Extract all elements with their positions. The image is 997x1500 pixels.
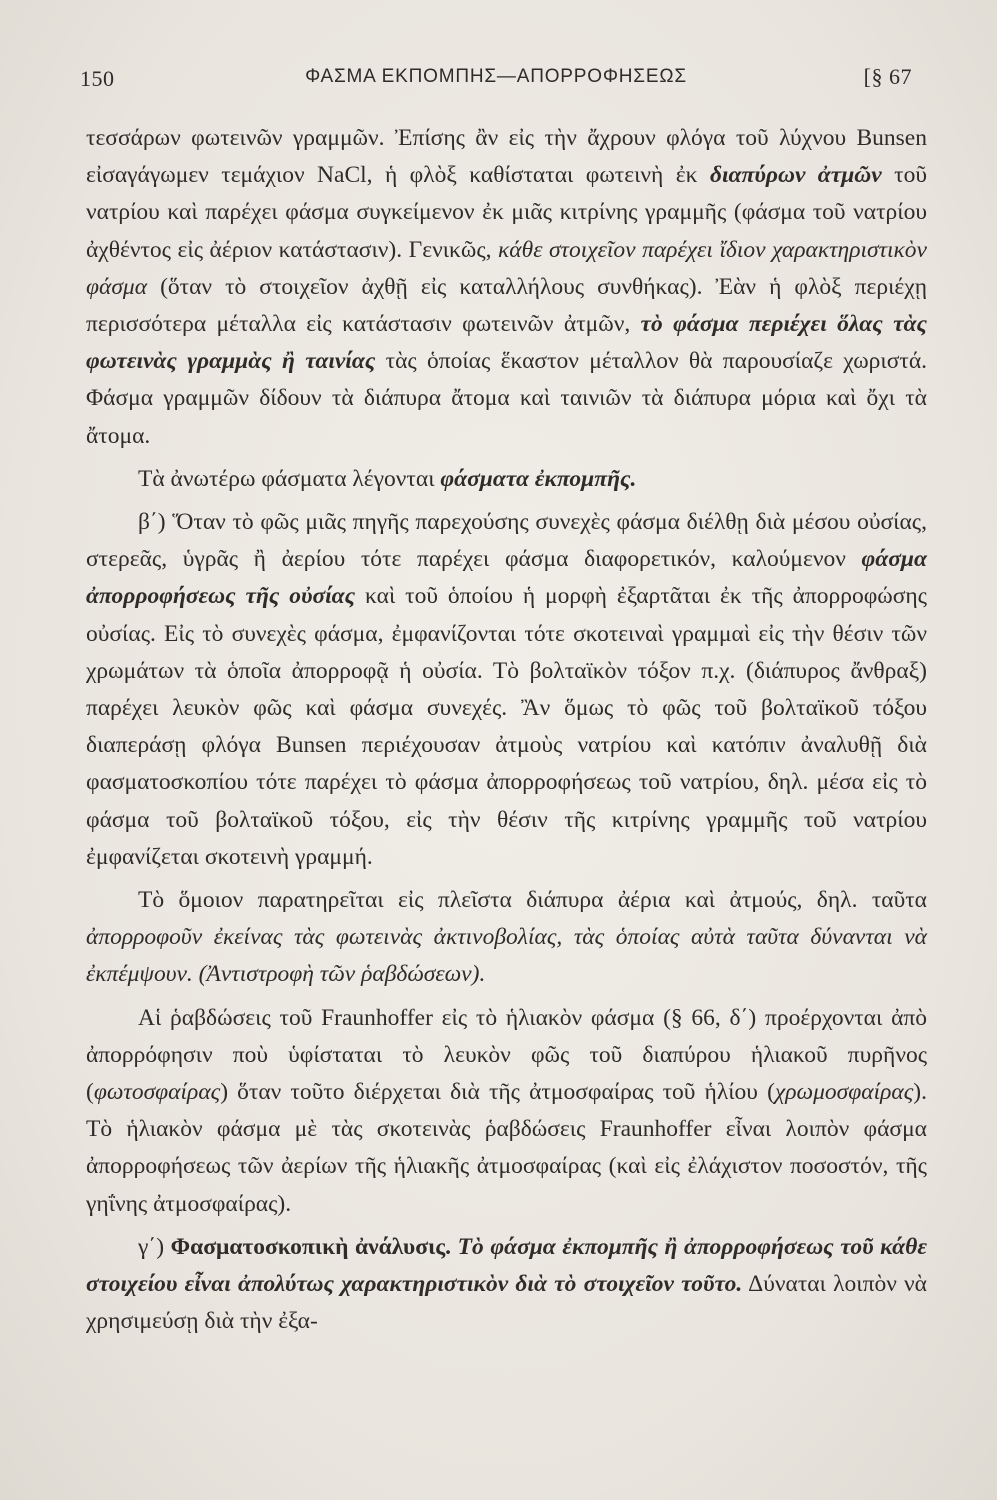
term-emission-spectra: φάσματα ἐκπομπῆς. bbox=[440, 465, 637, 492]
term-absorption-spectrum: φάσμα ἀπορροφήσεως τῆς οὐσίας bbox=[86, 546, 927, 610]
paragraph-reversal: Τὸ ὅμοιον παρατηρεῖται εἰς πλεῖστα διάπυρα ἀέρια καὶ ἀτμούς, δηλ. ταῦτα ἀπορροφοῦν ἐκείνας τὰς φωτεινὰς ἀκτινοβολίας, τὰς ὁποίας αὐτὰ ταῦτα δύνανται νὰ ἐκπέμψουν. (Ἀντιστροφὴ τῶν ῥαβδώσεων). bbox=[86, 887, 927, 988]
running-title: ΦΑΣΜΑ ΕΚΠΟΜΠΗΣ—ΑΠΟΡΡΟΦΗΣΕΩΣ bbox=[305, 66, 687, 87]
paragraph-spectroscopic-analysis: γ΄) Φασματοσκοπικὴ ἀνάλυσις. Τὸ φάσμα ἐκπομπῆς ἢ ἀπορροφήσεως τοῦ κάθε στοιχείου εἶναι ἀπολύτως χαρακτηριστικὸν διὰ τὸ στοιχεῖον τοῦτο. Δύναται λοιπὸν νὰ χρησιμεύσῃ διὰ τὴν ἐξα- bbox=[86, 1233, 928, 1335]
page-number: 150 bbox=[80, 66, 115, 91]
term-chromosphere: χρωμοσφαίρας bbox=[774, 1079, 914, 1106]
emphasis-characteristic-spectrum: κάθε στοιχεῖον παρέχει ἴδιον χαρακτηριστικὸν φάσμα bbox=[86, 236, 927, 300]
page-header bbox=[80, 60, 912, 100]
paragraph-fraunhoffer: Αἱ ῥαβδώσεις τοῦ Fraunhoffer εἰς τὸ ἡλιακὸν φάσμα (§ 66, δ΄) προέρχονται ἀπὸ ἀπορρόφησιν ποὺ ὑφίσταται τὸ λευκὸν φῶς τοῦ διαπύρου ἡλιακοῦ πυρῆνος (φωτοσφαίρας) ὅταν τοῦτο διέρχεται διὰ τῆς ἀτμοσφαίρας τοῦ ἡλίου (χρωμοσφαίρας). Τὸ ἡλιακὸν φάσμα μὲ τὰς σκοτεινὰς ῥαβδώσεις Fraunhoffer εἶναι λοιπὸν φάσμα ἀπορροφήσεως τῶν ἀερίων τῆς ἡλιακῆς ἀτμοσφαίρας (καὶ εἰς ἐλάχιστον ποσοστόν, τῆς γηΐνης ἀτμοσφαίρας). bbox=[86, 1004, 927, 1217]
paragraph-emission-definition: Τὰ ἀνωτέρω φάσματα λέγονται φάσματα ἐκπομπῆς. bbox=[138, 465, 637, 492]
emphasis-reversal: ἀπορροφοῦν ἐκείνας τὰς φωτεινὰς ἀκτινοβολίας, τὰς ὁποίας αὐτὰ ταῦτα δύνανται νὰ ἐκπέμψουν. (Ἀντιστροφὴ τῶν ῥαβδώσεων). bbox=[86, 924, 927, 988]
term-photosphere: φωτοσφαίρας bbox=[93, 1079, 221, 1106]
section-marker: [§ 67 bbox=[863, 64, 912, 89]
paragraph-absorption-spectra: β΄) Ὅταν τὸ φῶς μιᾶς πηγῆς παρεχούσης συνεχὲς φάσμα διέλθῃ διὰ μέσου οὐσίας, στερεᾶς, ὑγρᾶς ἢ ἀερίου τότε παρέχει φάσμα διαφορετικόν, καλούμενον φάσμα ἀπορροφήσεως τῆς οὐσίας καὶ τοῦ ὁποίου ἡ μορφὴ ἐξαρτᾶται ἐκ τῆς ἀπορροφώσης οὐσίας. Εἰς τὸ συνεχὲς φάσμα, ἐμφανίζονται τότε σκοτειναὶ γραμμαὶ εἰς τὴν θέσιν τῶν χρωμάτων τὰ ὁποῖα ἀπορροφᾷ ἡ οὐσία. Τὸ βολταϊκὸν τόξον π.χ. (διάπυρος ἄνθραξ) παρέχει λευκὸν φῶς καὶ φάσμα συνεχές. Ἂν ὅμως τὸ φῶς τοῦ βολταϊκοῦ τόξου διαπεράσῃ φλόγα Bunsen περιέχουσαν ἀτμοὺς νατρίου καὶ κατόπιν ἀναλυθῇ διὰ φασματοσκοπίου τότε παρέχει τὸ φάσμα ἀπορροφήσεως τοῦ νατρίου, δηλ. μέσα εἰς τὸ φάσμα τοῦ βολταϊκοῦ τόξου, εἰς τὴν θέσιν τῆς κιτρίνης γραμμῆς τοῦ νατρίου ἐμφανίζεται σκοτεινὴ γραμμή. bbox=[86, 509, 927, 870]
emphasis-incandescent-vapors: διαπύρων ἀτμῶν bbox=[709, 162, 882, 189]
heading-spectroscopic-analysis: Φασματοσκοπικὴ ἀνάλυσις. bbox=[170, 1233, 452, 1260]
emphasis-characteristic: Τὸ φάσμα ἐκπομπῆς ἢ ἀπορροφήσεως τοῦ κάθε στοιχείου εἶναι ἀπολύτως χαρακτηριστικὸν διὰ τὸ στοιχεῖον τοῦτο. bbox=[86, 1233, 928, 1298]
emphasis-all-lines: τὸ φάσμα περιέχει ὅλας τὰς φωτεινὰς γραμμὰς ἢ ταινίας bbox=[86, 311, 927, 375]
paragraph-emission-spectra: τεσσάρων φωτεινῶν γραμμῶν. Ἐπίσης ἂν εἰς τὴν ἄχρουν φλόγα τοῦ λύχνου Bunsen εἰσαγάγωμεν τεμάχιον NaCl, ἡ φλὸξ καθίσταται φωτεινὴ ἐκ διαπύρων ἀτμῶν τοῦ νατρίου καὶ παρέχει φάσμα συγκείμενον ἐκ μιᾶς κιτρίνης γραμμῆς (φάσμα τοῦ νατρίου ἀχθέντος εἰς ἀέριον κατάστασιν). Γενικῶς, κάθε στοιχεῖον παρέχει ἴδιον χαρακτηριστικὸν φάσμα (ὅταν τὸ στοιχεῖον ἀχθῇ εἰς καταλλήλους συνθήκας). Ἐὰν ἡ φλὸξ περιέχῃ περισσότερα μέταλλα εἰς κατάστασιν φωτεινῶν ἀτμῶν, τὸ φάσμα περιέχει ὅλας τὰς φωτεινὰς γραμμὰς ἢ ταινίας τὰς ὁποίας ἕκαστον μέταλλον θὰ παρουσίαζε χωριστά. Φάσμα γραμμῶν δίδουν τὰ διάπυρα ἄτομα καὶ ταινιῶν τὰ διάπυρα μόρια καὶ ὄχι τὰ ἄτομα. bbox=[86, 125, 928, 449]
body-text bbox=[86, 120, 927, 1341]
